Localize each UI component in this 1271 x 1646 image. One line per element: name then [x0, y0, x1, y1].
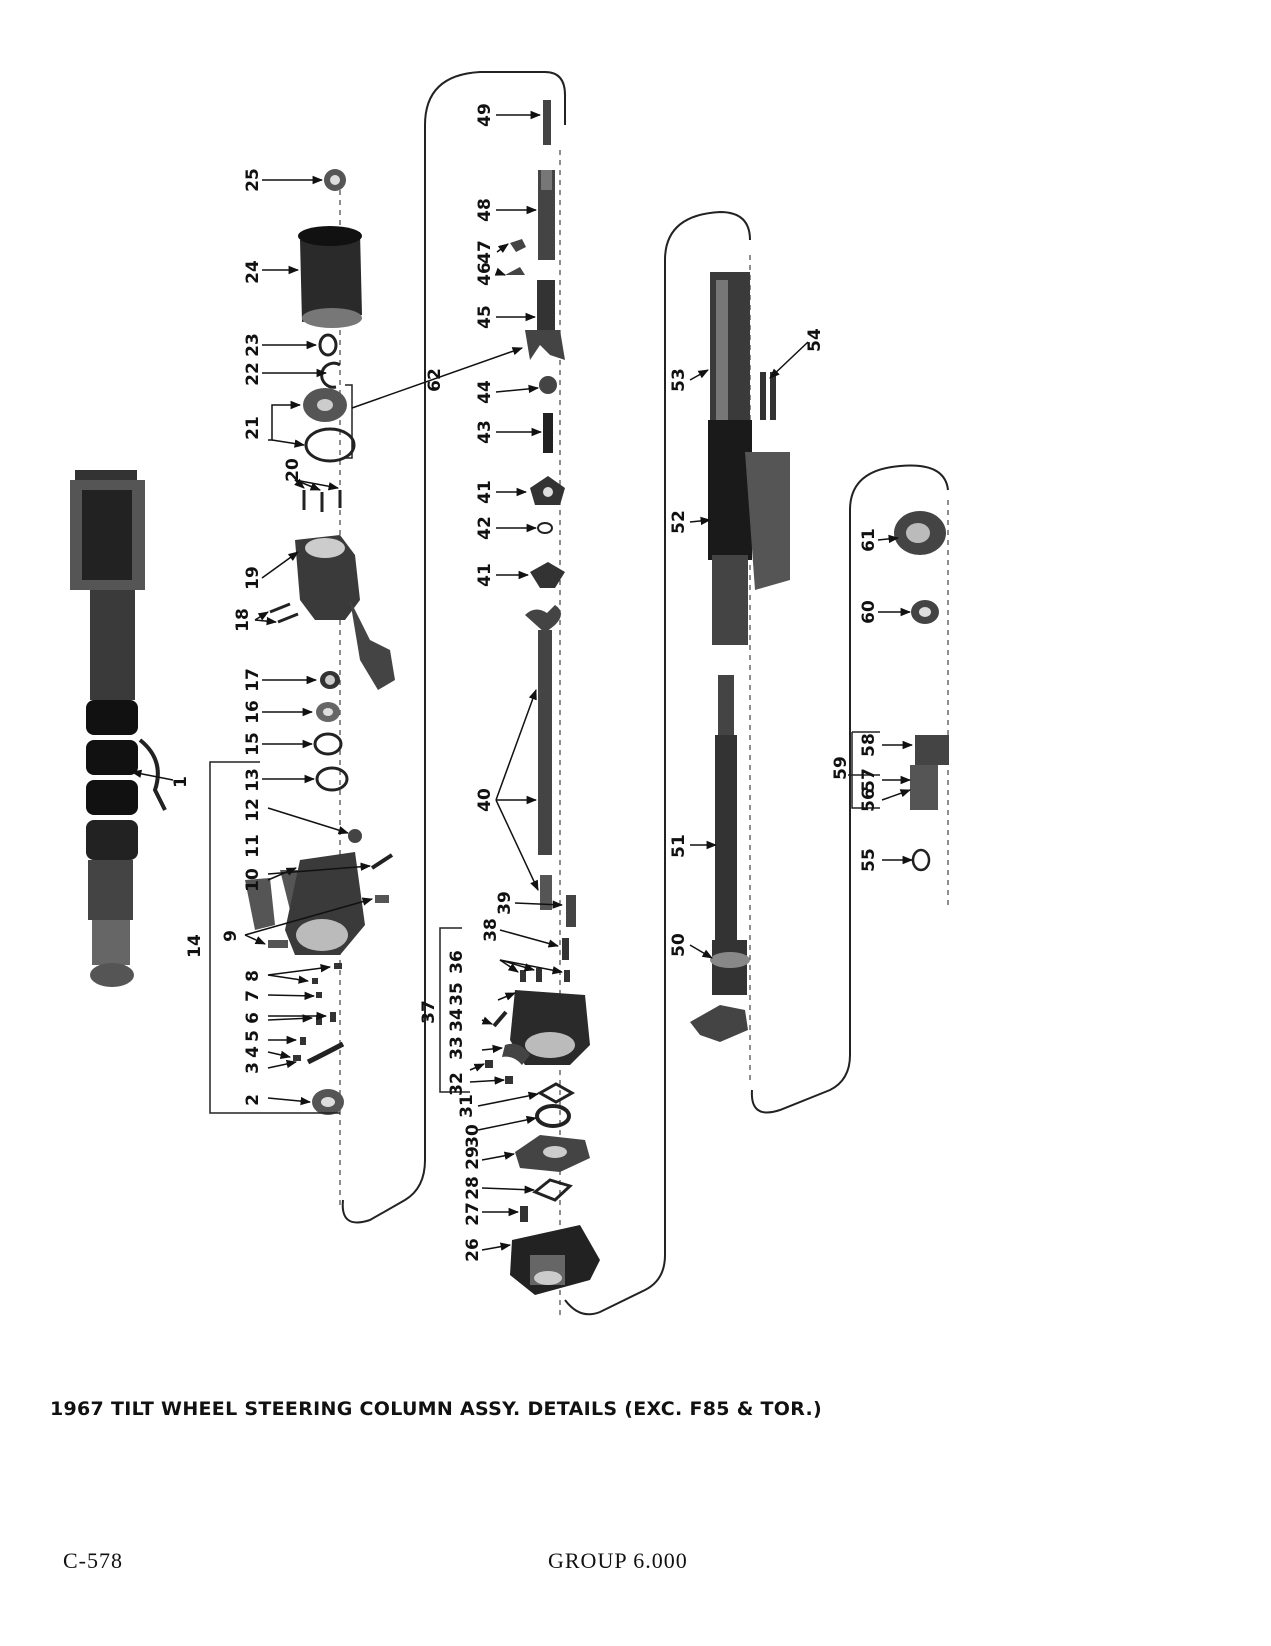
callout-21: 21 — [243, 416, 263, 440]
callout-44: 44 — [475, 380, 495, 404]
part-bearing-30 — [537, 1106, 569, 1126]
part-snap-ring-22 — [322, 363, 340, 387]
callout-18: 18 — [233, 608, 253, 632]
callout-22: 22 — [243, 362, 263, 386]
callout-1: 1 — [171, 776, 191, 788]
part-lock-plate-21 — [303, 388, 354, 461]
callout-52: 52 — [669, 510, 689, 534]
callout-59: 59 — [831, 756, 851, 780]
page-code: C-578 — [63, 1548, 123, 1573]
callout-9: 9 — [221, 930, 241, 942]
part-ring-55 — [913, 850, 929, 870]
callout-54: 54 — [805, 328, 825, 352]
callout-17: 17 — [243, 668, 263, 692]
part-pin-11 — [372, 855, 392, 868]
callout-5: 5 — [243, 1030, 263, 1042]
callout-62: 62 — [425, 368, 445, 392]
callout-16: 16 — [243, 700, 263, 724]
part-spring-43 — [543, 413, 553, 453]
part-small-parts-8-3 — [293, 963, 343, 1062]
part-switch-actuator-59 — [910, 735, 949, 810]
part-bearing-60 — [911, 600, 939, 624]
part-gasket-28 — [535, 1180, 570, 1200]
callout-58: 58 — [859, 733, 879, 757]
callout-37: 37 — [419, 1000, 439, 1024]
callout-49: 49 — [475, 103, 495, 127]
center-lines — [340, 150, 948, 1320]
callout-27: 27 — [463, 1202, 483, 1226]
callout-46: 46 — [475, 262, 495, 286]
complete-column-assembly — [70, 470, 165, 987]
callout-57: 57 — [859, 768, 879, 792]
callout-13: 13 — [243, 768, 263, 792]
callout-53: 53 — [669, 368, 689, 392]
callout-10: 10 — [243, 868, 263, 892]
part-gear-2 — [312, 1089, 344, 1115]
callout-8: 8 — [243, 970, 263, 982]
part-spring-27 — [520, 1206, 528, 1222]
callout-35: 35 — [447, 982, 467, 1006]
callout-55: 55 — [859, 848, 879, 872]
part-shaft-51 — [715, 675, 737, 940]
callout-36: 36 — [447, 950, 467, 974]
part-shaft-40 — [525, 605, 561, 910]
callout-28: 28 — [463, 1176, 483, 1200]
callout-43: 43 — [475, 420, 495, 444]
part-lock-plate-61 — [894, 511, 946, 555]
callout-31: 31 — [457, 1094, 477, 1118]
callout-30: 30 — [463, 1124, 483, 1148]
part-ring-23 — [320, 335, 336, 355]
part-gasket-31 — [540, 1084, 572, 1102]
group-label: GROUP 6.000 — [548, 1548, 688, 1573]
part-shift-tube-50 — [690, 940, 750, 1042]
callout-39: 39 — [495, 891, 515, 915]
callout-23: 23 — [243, 333, 263, 357]
callout-41-upper: 41 — [475, 480, 495, 504]
part-screws-36 — [520, 968, 570, 982]
part-race-15 — [315, 734, 341, 754]
part-plate-29 — [515, 1135, 590, 1172]
part-pins-18 — [270, 604, 298, 622]
callout-26: 26 — [463, 1238, 483, 1262]
callout-51: 51 — [669, 834, 689, 858]
callout-42: 42 — [475, 516, 495, 540]
callout-29: 29 — [463, 1146, 483, 1170]
part-ball-12 — [348, 829, 362, 843]
assembly-path-lines — [343, 72, 948, 1314]
callout-14: 14 — [185, 934, 205, 958]
part-retainer-13 — [317, 768, 347, 790]
callout-34: 34 — [447, 1008, 467, 1032]
callout-20: 20 — [283, 458, 303, 482]
callout-33: 33 — [447, 1036, 467, 1060]
part-bearing-race-16 — [316, 702, 340, 722]
part-nut-25 — [324, 169, 346, 191]
callout-3: 3 — [243, 1062, 263, 1074]
part-housing-26 — [510, 1225, 600, 1295]
callout-2: 2 — [243, 1094, 263, 1106]
part-pin-49 — [543, 100, 551, 145]
callout-25: 25 — [243, 168, 263, 192]
part-screw-38 — [562, 938, 569, 960]
callout-11: 11 — [243, 834, 263, 858]
callout-19: 19 — [243, 566, 263, 590]
part-pins-54 — [760, 372, 776, 420]
part-sphere-44 — [539, 376, 557, 394]
callout-4: 4 — [243, 1046, 263, 1058]
callout-40: 40 — [475, 788, 495, 812]
part-jacket-53 — [708, 272, 752, 560]
bracket-21 — [345, 385, 352, 458]
part-yoke-45 — [525, 280, 565, 360]
diagram-caption: 1967 TILT WHEEL STEERING COLUMN ASSY. DETAILS (EXC. F85 & TOR.) — [50, 1398, 822, 1420]
part-bearing-17 — [320, 671, 340, 689]
callout-15: 15 — [243, 732, 263, 756]
callout-24: 24 — [243, 260, 263, 284]
callout-61: 61 — [859, 528, 879, 552]
callout-7: 7 — [243, 990, 263, 1002]
part-screws-20 — [304, 490, 340, 512]
part-pin-39 — [566, 895, 576, 927]
part-spring-42 — [538, 523, 552, 533]
callout-labels — [171, 103, 879, 1262]
callout-60: 60 — [859, 600, 879, 624]
callout-45: 45 — [475, 305, 495, 329]
callout-50: 50 — [669, 933, 689, 957]
callout-47: 47 — [475, 240, 495, 264]
part-shaft-48 — [538, 170, 555, 260]
callout-6: 6 — [243, 1012, 263, 1024]
callout-48: 48 — [475, 198, 495, 222]
part-housing-19 — [295, 535, 395, 690]
part-cover-24 — [298, 226, 362, 328]
callout-38: 38 — [481, 918, 501, 942]
callout-56: 56 — [859, 788, 879, 812]
part-pin-34 — [494, 1012, 506, 1026]
callout-32: 32 — [447, 1072, 467, 1096]
callout-41-lower: 41 — [475, 563, 495, 587]
callout-12: 12 — [243, 798, 263, 822]
